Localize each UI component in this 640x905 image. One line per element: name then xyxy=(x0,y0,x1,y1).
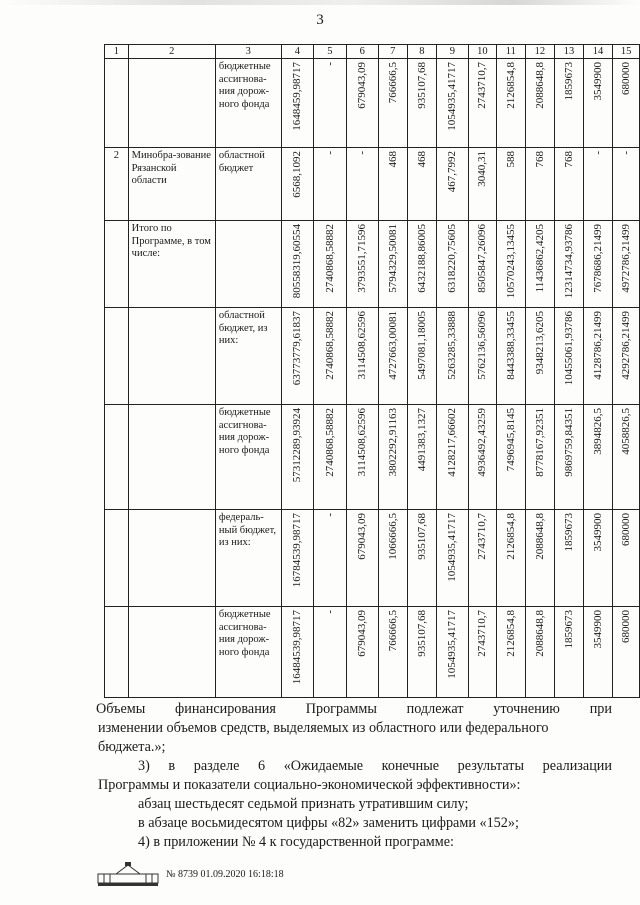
cell-year-col-10: 3040,31 xyxy=(476,151,489,187)
cell-year-col-10: 2743710,7 xyxy=(476,62,489,109)
cell-year-col-8: 935107,68 xyxy=(415,610,428,657)
row-number xyxy=(105,308,128,312)
row-number xyxy=(105,405,128,409)
row-organization xyxy=(129,510,215,514)
cell-year-col-5: 2740868,58882 xyxy=(323,408,336,477)
cell-year-col-4: 16484539,98717 xyxy=(291,610,304,685)
cell-year-col-5: - xyxy=(323,62,336,66)
cell-year-col-5: 2740868,58882 xyxy=(323,311,336,380)
cell-year-col-15: 680000 xyxy=(620,62,633,95)
cell-year-col-14: 3549900 xyxy=(591,62,604,101)
cell-year-col-4: 63773779,61837 xyxy=(291,311,304,386)
cell-year-col-7: 4727663,00081 xyxy=(386,311,399,380)
column-number-12: 12 xyxy=(525,45,555,59)
cell-year-col-8: 468 xyxy=(415,151,428,168)
row-funding-source: бюджетные ассигнова-ния дорож-ного фонда xyxy=(218,61,271,110)
cell-year-col-12: 8778167,92351 xyxy=(533,408,546,477)
cell-year-col-11: 10570243,13455 xyxy=(504,224,517,299)
cell-year-col-4: 80558319,60554 xyxy=(291,224,304,299)
cell-year-col-10: 2743710,7 xyxy=(476,610,489,657)
cell-year-col-11: 2126854,8 xyxy=(504,513,517,560)
table-row xyxy=(105,148,640,221)
cell-year-col-15: 680000 xyxy=(620,610,633,643)
cell-year-col-15: 4058826,5 xyxy=(620,408,633,455)
cell-year-col-9: 1054935,41717 xyxy=(446,62,459,131)
row-funding-source: областной бюджет, из них: xyxy=(218,310,268,346)
cell-year-col-12: 2088648,8 xyxy=(533,610,546,657)
cell-year-col-12: 11436862,4205 xyxy=(533,224,546,293)
cell-year-col-5: 2740868,58882 xyxy=(323,224,336,293)
cell-year-col-9: 6318220,75605 xyxy=(446,224,459,293)
row-organization xyxy=(129,308,215,312)
cell-year-col-10: 2743710,7 xyxy=(476,513,489,560)
column-number-13: 13 xyxy=(555,45,584,59)
cell-year-col-8: 5497081,18005 xyxy=(415,311,428,380)
cell-year-col-14: 4128786,21499 xyxy=(591,311,604,380)
cell-year-col-4: 6568,1092 xyxy=(291,151,304,198)
cell-year-col-7: 1066666,5 xyxy=(386,513,399,560)
cell-year-col-6: 679043,09 xyxy=(356,513,369,560)
row-funding-source: бюджетные ассигнова-ния дорож-ного фонда xyxy=(218,407,271,456)
cell-year-col-13: 10455061,93786 xyxy=(562,311,575,386)
cell-year-col-14: 3894826,5 xyxy=(591,408,604,455)
cell-year-col-7: 766666,5 xyxy=(386,610,399,652)
column-number-3: 3 xyxy=(215,45,281,59)
cell-year-col-9: 1054935,41717 xyxy=(446,513,459,582)
column-number-8: 8 xyxy=(407,45,437,59)
row-number xyxy=(105,607,128,611)
cell-year-col-15: 4972786,21499 xyxy=(620,224,633,293)
cell-year-col-13: 12314734,93786 xyxy=(562,224,575,299)
cell-year-col-4: 16784539,98717 xyxy=(291,513,304,588)
cell-year-col-12: 2088648,8 xyxy=(533,62,546,109)
cell-year-col-14: 3549900 xyxy=(591,610,604,649)
scan-edge xyxy=(0,0,640,5)
cell-year-col-11: 2126854,8 xyxy=(504,62,517,109)
row-organization xyxy=(129,607,215,611)
row-number: 2 xyxy=(113,150,119,161)
column-number-15: 15 xyxy=(613,45,640,59)
table-row xyxy=(105,308,640,405)
table-row xyxy=(105,59,640,148)
cell-year-col-11: 588 xyxy=(504,151,517,168)
paragraph-appendix4: 4) в приложении № 4 к государственной программе: xyxy=(138,834,454,850)
cell-year-col-6: - xyxy=(356,151,369,155)
cell-year-col-9: 4128217,66602 xyxy=(446,408,459,477)
cell-year-col-9: 1054935,41717 xyxy=(446,610,459,679)
cell-year-col-12: 9348213,6205 xyxy=(533,311,546,375)
cell-year-col-11: 2126854,8 xyxy=(504,610,517,657)
cell-year-col-14: 3549900 xyxy=(591,513,604,552)
column-number-1: 1 xyxy=(105,45,129,59)
cell-year-col-12: 2088648,8 xyxy=(533,513,546,560)
column-number-5: 5 xyxy=(314,45,346,59)
paragraph-abzac80: в абзаце восьмидесятом цифры «82» заменить цифрами «152»; xyxy=(138,815,519,831)
cell-year-col-14: 7678686,21499 xyxy=(591,224,604,293)
row-funding-source: областной бюджет xyxy=(218,150,265,174)
row-funding-source xyxy=(216,221,281,225)
cell-year-col-10: 8505847,26096 xyxy=(476,224,489,293)
cell-year-col-6: 679043,09 xyxy=(356,610,369,657)
row-organization: Минобра-зование Рязанской области xyxy=(131,150,211,186)
cell-year-col-15: - xyxy=(620,151,633,155)
cell-year-col-4: 57312289,93924 xyxy=(291,408,304,483)
cell-year-col-11: 8443388,33455 xyxy=(504,311,517,380)
cell-year-col-4: 1648459,98717 xyxy=(291,62,304,131)
government-building-logo xyxy=(96,862,160,886)
paragraph-section6-line2: Программы и показатели социально-экономической эффективности»: xyxy=(98,777,521,793)
funding-table xyxy=(104,44,640,698)
cell-year-col-5: - xyxy=(323,610,336,614)
column-number-2: 2 xyxy=(128,45,215,59)
cell-year-col-13: 768 xyxy=(562,151,575,168)
cell-year-col-6: 679043,09 xyxy=(356,62,369,109)
row-funding-source: федераль-ный бюджет, из них: xyxy=(218,512,277,548)
cell-year-col-13: 1859673 xyxy=(562,610,575,649)
cell-year-col-5: - xyxy=(323,151,336,155)
table-row xyxy=(105,405,640,510)
row-number xyxy=(105,221,128,225)
cell-year-col-10: 4936492,43259 xyxy=(476,408,489,477)
row-number xyxy=(105,59,128,63)
column-number-row xyxy=(105,45,640,59)
cell-year-col-15: 4292786,21499 xyxy=(620,311,633,380)
row-organization xyxy=(129,59,215,63)
cell-year-col-7: 3802292,91163 xyxy=(386,408,399,477)
cell-year-col-13: 9869759,84351 xyxy=(562,408,575,477)
footer xyxy=(96,862,284,886)
cell-year-col-8: 935107,68 xyxy=(415,62,428,109)
column-number-7: 7 xyxy=(379,45,408,59)
row-organization xyxy=(129,405,215,409)
cell-year-col-8: 935107,68 xyxy=(415,513,428,560)
paragraph-abzac67: абзац шестьдесят седьмой признать утратившим силу; xyxy=(138,796,469,812)
cell-year-col-14: - xyxy=(591,151,604,155)
paragraph-volume-line1: Объемы финансирования Программы подлежат уточнению при xyxy=(96,701,612,717)
column-number-14: 14 xyxy=(583,45,613,59)
table-row xyxy=(105,510,640,607)
table-row xyxy=(105,607,640,698)
cell-year-col-8: 6432188,86005 xyxy=(415,224,428,293)
column-number-11: 11 xyxy=(497,45,526,59)
cell-year-col-9: 5263285,33888 xyxy=(446,311,459,380)
table-row xyxy=(105,221,640,308)
paragraph-section6-line1: 3) в разделе 6 «Ожидаемые конечные результаты реализации xyxy=(138,758,612,774)
cell-year-col-13: 1859673 xyxy=(562,513,575,552)
cell-year-col-9: 467,7992 xyxy=(446,151,459,193)
cell-year-col-10: 5762136,56096 xyxy=(476,311,489,380)
cell-year-col-6: 3793551,71596 xyxy=(356,224,369,293)
cell-year-col-7: 766666,5 xyxy=(386,62,399,104)
cell-year-col-7: 5794329,50081 xyxy=(386,224,399,293)
cell-year-col-5: - xyxy=(323,513,336,517)
cell-year-col-6: 3114508,62596 xyxy=(356,311,369,380)
column-number-6: 6 xyxy=(346,45,378,59)
column-number-4: 4 xyxy=(281,45,313,59)
cell-year-col-8: 4491383,1327 xyxy=(415,408,428,472)
column-number-9: 9 xyxy=(437,45,468,59)
page-number: 3 xyxy=(316,12,324,28)
cell-year-col-15: 680000 xyxy=(620,513,633,546)
registration-stamp: № 8739 01.09.2020 16:18:18 xyxy=(166,868,284,880)
cell-year-col-13: 1859673 xyxy=(562,62,575,101)
cell-year-col-6: 3114508,62596 xyxy=(356,408,369,477)
cell-year-col-12: 768 xyxy=(533,151,546,168)
paragraph-volume-line3: бюджета.»; xyxy=(98,739,166,755)
row-organization: Итого по Программе, в том числе: xyxy=(131,223,211,259)
column-number-10: 10 xyxy=(468,45,497,59)
cell-year-col-11: 7496945,8145 xyxy=(504,408,517,472)
paragraph-volume-line2: изменении объемов средств, выделяемых из областного или федерального xyxy=(98,720,549,736)
row-funding-source: бюджетные ассигнова-ния дорож-ного фонда xyxy=(218,609,271,658)
row-number xyxy=(105,510,128,514)
cell-year-col-7: 468 xyxy=(386,151,399,168)
